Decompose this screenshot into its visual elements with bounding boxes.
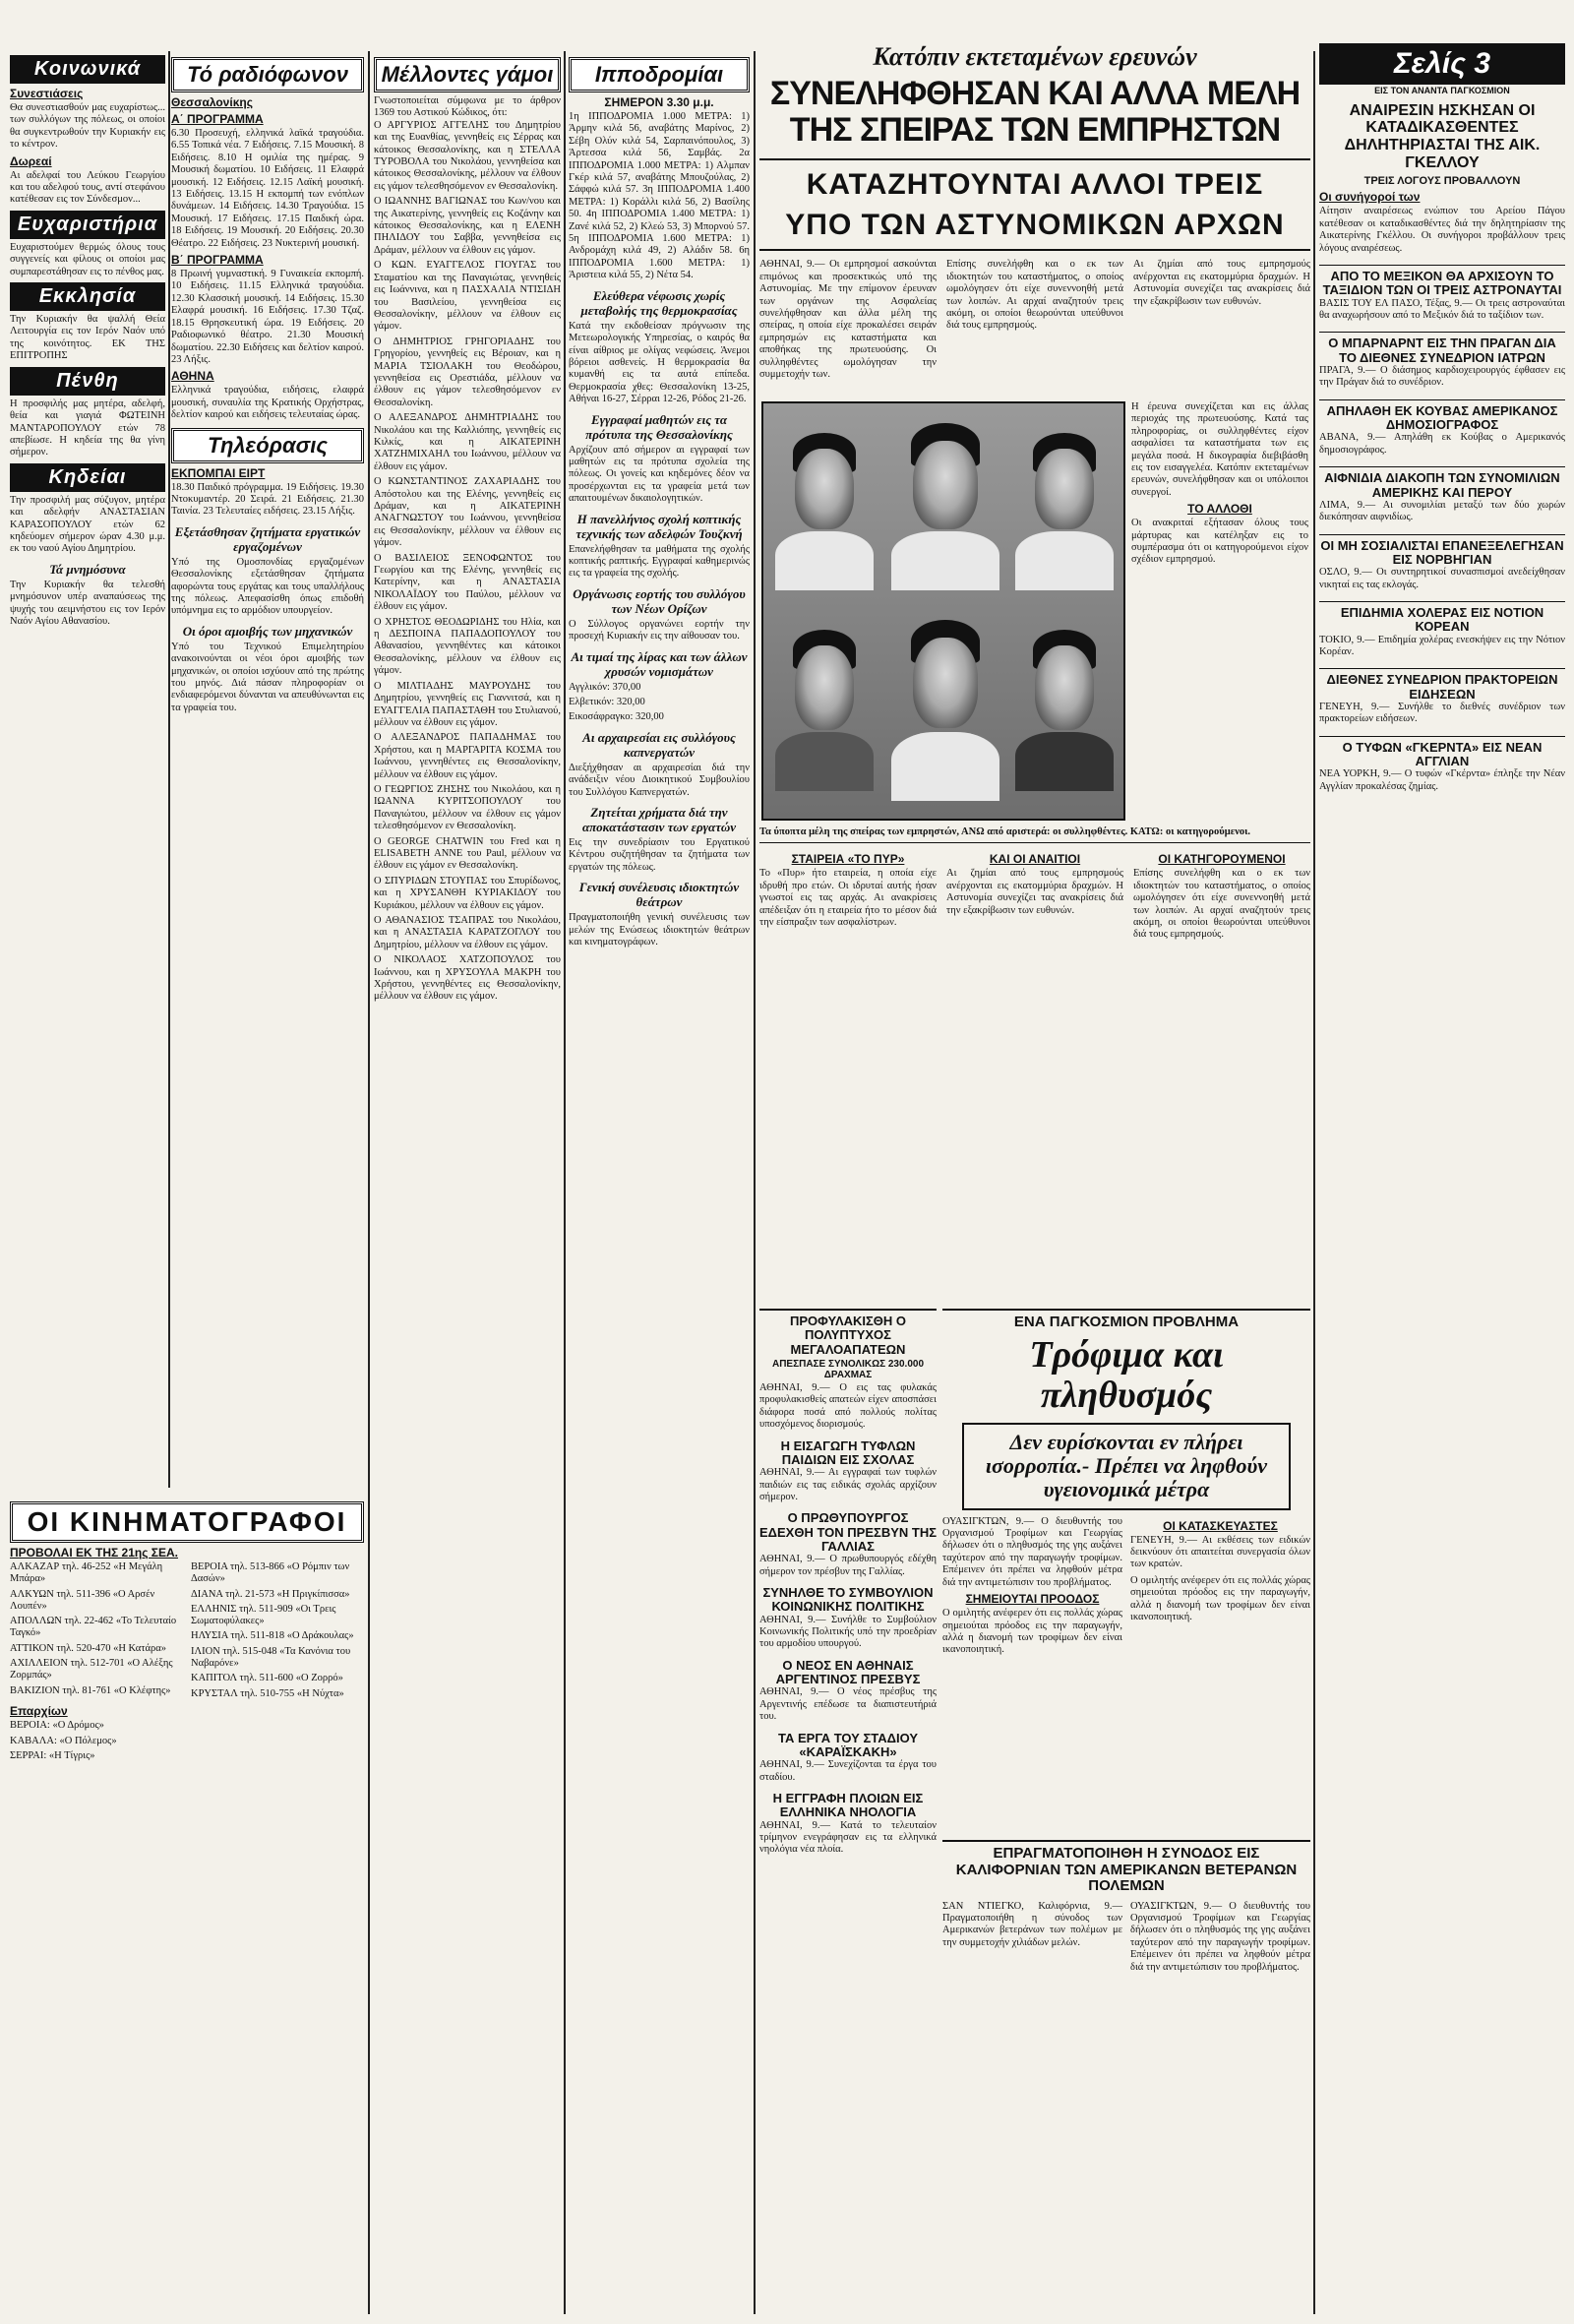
world-text: ΑΒΑΝΑ, 9.— Απηλάθη εκ Κούβας ο Αμερικανός δημοσιογράφος. xyxy=(1319,432,1565,456)
sub-provolai: ΠΡΟΒΟΛΑΙ ΕΚ ΤΗΣ 21ης ΣΕΑ. xyxy=(10,1546,179,1560)
text-races: 1η ΙΠΠΟΔΡΟΜΙΑ 1.000 ΜΕΤΡΑ: 1) Άρμην κιλά 56, αναβάτης Μαρίνος, 2) Σέβη Ολύν κιλά 54, Σαρπαινόπουλος, 3) Άρτεσσα κιλά 56, Σαμβάς. 2α ΙΠΠΟΔΡΟΜΙΑ 1.000 ΜΕΤΡΑ: 1) Αλμπαν Γκέρ κιλά 57, αναβάτης Μπουζούλας, 2) Σάφφώ κιλά 57. 3η ΙΠΠΟΔΡΟΜΙΑ 1.400 ΜΕΤΡΑ: 1) Κοράλλι κιλά 56, 2) Βασίλης 50. 4η ΙΠΠΟΔΡΟΜΙΑ 1.400 ΜΕΤΡΑ: 1) Ζανέ κιλά 52, 2) Κλεώ 53, 3) Μπορνού 57. 5η ΙΠΠΟΔΡΟΜΙΑ 1.600 ΜΕΤΡΑ: 1) Ανδρομάχη κιλά 49, 2) Αλάδιν 58. 6η ΙΠΠΟΔΡΟΜΙΑ 1.600 ΜΕΤΡΑ: 1) Άριστεια κιλά 55, 2) Νέτα 54. xyxy=(569,111,750,281)
text-archairesiai: Διεξήχθησαν αι αρχαιρεσίαι διά την ανάδειξιν νέου Διοικητικού Συμβουλίου του Συλλόγου Καπνεργατών. xyxy=(569,762,750,798)
column-rule xyxy=(168,51,170,1488)
brief-text: ΑΘΗΝΑΙ, 9.— Ο νέος πρέσβυς της Αργεντινής επέδωσε τα διαπιστευτήριά του. xyxy=(759,1686,937,1723)
sub-thessalonikis: Θεσσαλονίκης xyxy=(171,95,253,109)
gamoi-list xyxy=(374,120,561,1004)
wedding-notice: Ο ΚΩΝ. ΕΥΑΓΓΕΛΟΣ ΓΙΟΥΓΑΣ του Σταματίου και της Παναγιώτας, γεννηθείς εις Ιωάννινα, και η ΠΑΣΧΑΛΙΑ ΝΤΙΣΙΔΗ του Βασιλείου, γεννηθείσα εις Θεσσαλονίκην, μέλλουν να έλθουν εις γάμον. xyxy=(374,260,561,333)
column-rule xyxy=(564,51,566,2314)
main-kicker: Κατόπιν εκτεταμένων ερευνών xyxy=(873,43,1197,71)
sub-katigoroumenoi: ΟΙ ΚΑΤΗΓΟΡΟΥΜΕΝΟΙ xyxy=(1158,852,1286,867)
headline-ergatika: Εξετάσθησαν ζητήματα εργατικών εργαζομένων xyxy=(174,523,361,554)
veterans-headline: ΕΠΡΑΓΜΑΤΟΠΟΙΗΘΗ Η ΣΥΝΟΔΟΣ ΕΙΣ ΚΑΛΙΦΟΡΝΙΑΝ ΤΩΝ ΑΜΕΡΙΚΑΝΩΝ ΒΕΤΕΡΑΝΩΝ ΠΟΛΕΜΩΝ xyxy=(955,1845,1298,1894)
page-number-banner xyxy=(1319,43,1565,85)
main-col-d: Το «Πυρ» ήτο εταιρεία, η οποία είχε ιδρυθή προ ετών. Οι ιδρυταί αυτής ήσαν γνωστοί εις τας αρχάς. Αι ανακρίσεις απέδειξαν ότι η εταιρεία ήτο το μέσον διά την είσπραξιν των ασφαλίστρων. xyxy=(759,868,937,929)
cinema-listing: ΣΕΡΡΑΙ: «Η Τίγρις» xyxy=(10,1750,95,1762)
wedding-notice: Ο GEORGE CHATWIN του Fred και η ELISABETH ANNE του Paul, μέλλουν να έλθουν εις γάμον εν Θεσσαλονίκη. xyxy=(374,835,561,872)
wedding-notice: Ο ΑΛΕΞΑΝΔΡΟΣ ΠΑΠΑΔΗΜΑΣ του Χρήστου, και η ΜΑΡΓΑΡΙΤΑ ΚΟΣΜΑ του Ιωάννου, γεννηθέντες εις Θεσσαλονίκην, μέλλουν να έλθουν εις γάμον. xyxy=(374,732,561,780)
veterans-story xyxy=(942,1840,1310,2312)
banner-eucharistiria: Ευχαριστήρια xyxy=(10,211,165,239)
banner-koinonika: Κοινωνικά xyxy=(10,55,165,84)
text-b-programma: 8 Πρωινή γυμναστική. 9 Γυναικεία εκπομπή. 10 Ειδήσεις. 11.15 Ελληνικά τραγούδια. 12.30 Κλασσική μουσική. 14 Ειδήσεις. 15.30 Ελαφρά μουσική. 16 Ειδήσεις. 17.30 Τζαζ. 18.15 Θρησκευτική ώρα. 19 Ειδήσεις. 20 Ραδιοφωνικό θέατρο. 21.30 Μουσική δωματίου. 22.30 Ειδήσεις και δελτίον καιρού. 23 Λήξις. xyxy=(171,269,364,365)
cinema-listing: ΑΧΙΛΛΕΙΟΝ τηλ. 512-701 «Ο Αλέξης Ζορμπάς» xyxy=(10,1658,173,1682)
cinema-listing: ΕΛΛΗΝΙΣ τηλ. 511-909 «Οι Τρεις Σωματοφύλακες» xyxy=(191,1603,336,1627)
main-headline-4: ΥΠΟ ΤΩΝ ΑΣΤΥΝΟΜΙΚΩΝ ΑΡΧΩΝ xyxy=(759,209,1310,251)
photo-caption: Τα ύποπτα μέλη της σπείρας των εμπρηστών, ΑΝΩ από αριστερά: οι συλληφθέντες. ΚΑΤΩ: οι κατηγορούμενοι. xyxy=(759,826,1310,843)
wedding-notice: Ο ΣΠΥΡΙΔΩΝ ΣΤΟΥΠΑΣ του Σπυρίδωνος, και η ΧΡΥΣΑΝΘΗ ΚΥΡΙΑΚΙΔΟΥ του Κυριάκου, μέλλουν να έλθουν εις γάμον. xyxy=(374,875,561,911)
headline-scholi: Η πανελλήνιος σχολή κοπτικής τεχνικής των αδελφών Τουζκνή xyxy=(575,511,743,541)
sub-mnimosyna: Τά μνημόσυνα xyxy=(49,561,126,577)
main-col-c: Αι ζημίαι από τους εμπρησμούς ανέρχονται εις εκατομμύρια δραχμών. Η Αστυνομία συνεχίζει τας ανακρίσεις διά την εξακρίβωσιν των ευθυνών. xyxy=(1133,259,1310,307)
wedding-notice: Ο ΑΛΕΞΑΝΔΡΟΣ ΔΗΜΗΤΡΙΑΔΗΣ του Νικολάου και της Καλλιόπης, γεννηθείς εις Κιλκίς, και η ΑΙΚΑΤΕΡΙΝΗ ΧΑΤΖΗΜΙΧΑΗΛ του Ιωάννου, μέλλουν να έλθουν εις γάμον. xyxy=(374,412,561,472)
brief-headline: ΤΑ ΕΡΓΑ ΤΟΥ ΣΤΑΔΙΟΥ «ΚΑΡΑΪΣΚΑΚΗ» xyxy=(778,1730,918,1759)
suspect-portrait xyxy=(891,620,999,797)
world-text: ΝΕΑ ΥΟΡΚΗ, 9.— Ο τυφών «Γκέρντα» έπληξε την Νέαν Αγγλίαν προκαλέσας ζημίας. xyxy=(1319,768,1565,792)
text-eorti: Ο Σύλλογος οργανώνει εορτήν την προσεχή Κυριακήν εις την αίθουσαν του. xyxy=(569,618,750,642)
wedding-notice: Ο ΑΡΓΥΡΙΟΣ ΑΓΓΕΛΗΣ του Δημητρίου και της Ευανθίας, γεννηθείς εις Σέρρας και κάτοικος Θεσσαλονίκης, και η ΣΤΕΛΛΑ ΤΥΡΟΒΟΛΑ του Νικολάου, γεννηθείσα και κάτοικος Θεσσαλονίκης, μέλλουν να έλθουν εις γάμον τελεσθησόμενον εν Θεσσαλονίκη. xyxy=(374,119,561,192)
text-eirt: 18.30 Παιδικό πρόγραμμα. 19 Ειδήσεις. 19.30 Ντοκυμαντέρ. 20 Σειρά. 21 Ειδήσεις. 21.30 Ταινία. 23 Τελευταίες ειδήσεις. 23.15 Λήξις. xyxy=(171,481,364,518)
wedding-notice: Ο ΝΙΚΟΛΑΟΣ ΧΑΤΖΟΠΟΥΛΟΣ του Ιωάννου, και η ΧΡΥΣΟΥΛΑ ΜΑΚΡΗ του Χρήστου, γεννηθέντες εις Θεσσαλονίκην, μέλλουν να έλθουν εις γάμον. xyxy=(374,954,561,1003)
text-mnimosyna: Την Κυριακήν θα τελεσθή μνημόσυνον υπέρ αναπαύσεως της ψυχής του αειμνήστου εις τον Ιερόν Ναόν Αγίου Αθανασίου. xyxy=(10,579,165,627)
text-gamoi-intro: Γνωστοποιείται σύμφωνα με το άρθρον 1369 του Αστικού Κώδικος, ότι: xyxy=(374,95,561,119)
world-text: ΛΙΜΑ, 9.— Αι συνομιλίαι μεταξύ των δύο χωρών διεκόπησαν αιφνιδίως. xyxy=(1319,499,1565,523)
text-penthi: Η προσφιλής μας μητέρα, αδελφή, θεία και γιαγιά ΦΩΤΕΙΝΗ ΜΑΝΤΑΡΟΠΟΥΛΟΥ ετών 78 απεβίωσε. Η κηδεία της θα γίνη σήμερον. xyxy=(10,398,165,459)
wedding-notice: Ο ΒΑΣΙΛΕΙΟΣ ΞΕΝΟΦΩΝΤΟΣ του Γεωργίου και της Ελένης, γεννηθείς εις Κατερίνην, και η ΑΝΑΣΤΑΣΙΑ ΝΙΚΟΛΑΪΔΟΥ του Παύλου, μέλλουν να έλθουν εις γάμον. xyxy=(374,552,561,613)
main-col-b2: Επίσης συνελήφθη και ο εκ των ιδιοκτητών του καταστήματος, ο οποίος ωμολόγησεν ότι είχε συνεννοηθή μετά των λοιπών. Αι αρχαί αναζητούν τρεις ακόμη, οι οποίοι θεωρούνται υπεύθυνοι διά τους εμπρησμούς. xyxy=(1133,868,1310,941)
banner-tileorasis: Τηλεόρασις xyxy=(171,428,364,463)
cinema-list xyxy=(10,1561,364,1701)
brief-subheadline: ΑΠΕΣΠΑΣΕ ΣΥΝΟΛΙΚΩΣ 230.000 ΔΡΑΧΜΑΣ xyxy=(771,1358,925,1380)
banner-ekklisia: Εκκλησία xyxy=(10,282,165,311)
banner-radiofono: Τό ραδιόφωνον xyxy=(171,57,364,92)
brief-text: ΑΘΗΝΑΙ, 9.— Συνεχίζονται τα έργα του σταδίου. xyxy=(759,1759,937,1783)
brief-text: ΑΘΗΝΑΙ, 9.— Συνήλθε το Συμβούλιον Κοινωνικής Πολιτικής υπό την προεδρίαν του αρμοδίου υπουργού. xyxy=(759,1614,937,1650)
cinema-listing: ΙΛΙΟΝ τηλ. 515-048 «Τα Κανόνια του Ναβαρόνε» xyxy=(191,1645,351,1670)
cinema-listing: ΗΛΥΣΙΑ τηλ. 511-818 «Ο Δράκουλας» xyxy=(191,1630,354,1642)
sub-eparchion: Επαρχίων xyxy=(10,1704,68,1719)
main-col-a: Η έρευνα συνεχίζεται και εις άλλας περιοχάς της πρωτευούσης. Κατά τας πληροφορίας, οι συλληφθέντες είχον ασφαλίσει τα καταστήματα των εις μεγάλα ποσά. Η δικογραφία διεβιβάσθη εις τον εισαγγελέα. Κατόπιν εκτεταμένων ερευνών, συνελήφθησαν και οι υπόλοιποι συνεργοί. xyxy=(1131,401,1308,498)
photo-caption-area xyxy=(759,826,1310,1289)
price-row: Εικοσάφραγκο: 320,00 xyxy=(569,711,664,723)
photo-side-column xyxy=(1131,401,1308,825)
wedding-notice: Ο ΓΕΩΡΓΙΟΣ ΖΗΣΗΣ του Νικολάου, και η ΙΩΑΝΝΑ ΚΥΡΙΤΣΟΠΟΥΛΟΥ του Παναγιώτου, μέλλουν να έλθουν εις γάμον τελεσθησόμενον εν Θεσσαλονίκη. xyxy=(374,783,561,832)
column-gamoi xyxy=(374,51,561,2314)
gold-price-list xyxy=(569,682,750,724)
sub-doreai: Δωρεαί xyxy=(10,153,52,168)
main-headline-3: ΚΑΤΑΖΗΤΟΥΝΤΑΙ ΑΛΛΟΙ ΤΡΕΙΣ xyxy=(759,158,1310,201)
brief-headline: Ο ΠΡΩΘΥΠΟΥΡΓΟΣ ΕΔΕΧΘΗ ΤΟΝ ΠΡΕΣΒΥΝ ΤΗΣ ΓΑΛΛΙΑΣ xyxy=(759,1510,937,1554)
world-text: ΓΕΝΕΥΗ, 9.— Συνήλθε το διεθνές συνέδριον των πρακτορείων ειδήσεων. xyxy=(1319,702,1565,725)
text-eucharistiria: Ευχαριστούμεν θερμώς όλους τους συγγενείς και φίλους οι οποίοι μας συμπαρεστάθησαν εις το πένθος μας. xyxy=(10,241,165,277)
main-headline-2: ΤΗΣ ΣΠΕΙΡΑΣ ΤΩΝ ΕΜΠΡΗΣΤΩΝ xyxy=(789,110,1281,149)
wedding-notice: Ο ΧΡΗΣΤΟΣ ΘΕΟΔΩΡΙΔΗΣ του Ηλία, και η ΔΕΣΠΟΙΝΑ ΠΑΠΑΔΟΠΟΥΛΟΥ του Αθανασίου, γεννηθέντες και κάτοικοι Θεσσαλονίκης, μέλλουν να έλθουν εις γάμον. xyxy=(374,616,561,677)
text-kideiai: Την προσφιλή μας σύζυγον, μητέρα και αδελφήν ΑΝΑΣΤΑΣΙΑΝ ΚΑΡΑΣΟΠΟΥΛΟΥ ετών 62 κηδεύομεν σήμερον ώραν 4.30 μ.μ. εκ του ναού Αγίου Δημητρίου. xyxy=(10,494,165,555)
sub-eirt: ΕΚΠΟΜΠΑΙ ΕΙΡΤ xyxy=(171,465,266,480)
brief-headline: Η ΕΙΣΑΓΩΓΗ ΤΥΦΛΩΝ ΠΑΙΔΙΩΝ ΕΙΣ ΣΧΟΛΑΣ xyxy=(780,1437,916,1467)
food-sub-1: ΣΗΜΕΙΟΥΤΑΙ ΠΡΟΟΔΟΣ xyxy=(965,1592,1100,1607)
brief-headline: Η ΕΓΓΡΑΦΗ ΠΛΟΙΩΝ ΕΙΣ ΕΛΛΗΝΙΚΑ ΝΗΟΛΟΓΙΑ xyxy=(772,1791,924,1820)
suspects-photo xyxy=(761,401,1125,821)
world-headline: ΑΙΦΝΙΔΙΑ ΔΙΑΚΟΠΗ ΤΩΝ ΣΥΝΟΜΙΛΙΩΝ ΑΜΕΡΙΚΗΣ ΚΑΙ ΠΕΡΟΥ xyxy=(1319,466,1565,500)
sub-synestiaseis: Συνεστιάσεις xyxy=(10,87,84,100)
cinema-listing: ΑΤΤΙΚΟΝ τηλ. 520-470 «Η Κατάρα» xyxy=(10,1642,166,1654)
world-text: ΤΟΚΙΟ, 9.— Επιδημία χολέρας ενεσκήψεν εις την Νότιον Κορέαν. xyxy=(1319,634,1565,658)
column-social xyxy=(10,51,165,1409)
headline-theatra: Γενική συνέλευσις ιδιοκτητών θεάτρων xyxy=(578,880,740,910)
brief-text: ΑΘΗΝΑΙ, 9.— Κατά το τελευταίον τρίμηνον ενεγράφησαν εις τα ελληνικά νηολόγια νέα πλοία. xyxy=(759,1819,937,1856)
world-headline: ΕΠΙΔΗΜΙΑ ΧΟΛΕΡΑΣ ΕΙΣ ΝΟΤΙΟΝ ΚΟΡΕΑΝ xyxy=(1319,601,1565,635)
text-scholi: Επανελήφθησαν τα μαθήματα της σχολής κοπτικής ραπτικής. Εγγραφαί καθημερινώς εις τα γραφεία της σχολής. xyxy=(569,543,750,580)
sub-alloti: ΤΟ ΑΛΛΟΘΙ xyxy=(1187,502,1252,517)
sub-athina: ΑΘΗΝΑ xyxy=(171,369,214,384)
main-col-c2: Αι ζημίαι από τους εμπρησμούς ανέρχονται εις εκατομμύρια δραχμών. Η Αστυνομία συνεχίζει τας ανακρίσεις διά την εξακρίβωσιν των ευθυνών. xyxy=(946,868,1123,916)
text-eggrafai: Αρχίζουν από σήμερον αι εγγραφαί των μαθητών εις τα πρότυπα σχολεία της πόλεως. Οι γονείς και κηδεμόνες δέον να προσέρχωνται εις τα γραφεία μετά των απαιτουμένων δικαιολογητικών. xyxy=(569,444,750,505)
world-headline: Ο ΤΥΦΩΝ «ΓΚΕΡΝΤΑ» ΕΙΣ ΝΕΑΝ ΑΓΓΛΙΑΝ xyxy=(1319,736,1565,769)
column-rule xyxy=(754,51,756,2314)
text-a-programma: 6.30 Προσευχή, ελληνικά λαϊκά τραγούδια. 6.55 Τοπικά νέα. 7 Ειδήσεις. 7.15 Μουσική. 8 Ειδήσεις. 8.10 Η ομιλία της ημέρας. 9 Μουσική δωματίου. 10 Ειδήσεις. 11 Ελαφρά μουσική. 12 Ειδήσεις. 12.15 Λαϊκή μουσική. 13 Ειδήσεις. 13.15 Η εκπομπή των ενόπλων δυνάμεων. 14 Ειδήσεις. 14.30 Τραγούδια. 15 Μουσική. 17 Ειδήσεις. 17.15 Παιδική ώρα. 18 Ειδήσεις. 19 Μουσική. 20 Ειδήσεις. 20.30 Θέατρο. 22 Ειδήσεις. 23 Νυκτερινή μουσική. xyxy=(171,128,364,249)
column-radio xyxy=(171,51,364,1409)
food-story xyxy=(942,1309,1310,1820)
food-kicker: ΕΝΑ ΠΑΓΚΟΣΜΙΟΝ ΠΡΟΒΛΗΜΑ xyxy=(1013,1314,1240,1330)
banner-penthi: Πένθη xyxy=(10,367,165,396)
world-headline: ΑΠΗΛΑΘΗ ΕΚ ΚΟΥΒΑΣ ΑΜΕΡΙΚΑΝΟΣ ΔΗΜΟΣΙΟΓΡΑΦΟΣ xyxy=(1319,399,1565,433)
veterans-text-b: ΟΥΑΣΙΓΚΤΩΝ, 9.— Ο διευθυντής του Οργανισμού Τροφίμων και Γεωργίας δήλωσεν ότι ο πληθυσμός της γης αυξάνει ταχύτερον από την παραγωγήν τροφίμων. Επέμεινεν ότι πρέπει να ληφθούν μέτρα διά την αντιμετώπισιν του προβλήματος. xyxy=(1130,1900,1310,1973)
brief-headline: ΣΥΝΗΛΘΕ ΤΟ ΣΥΜΒΟΥΛΙΟΝ ΚΟΙΝΩΝΙΚΗΣ ΠΟΛΙΤΙΚΗΣ xyxy=(762,1585,934,1615)
food-headline: Τρόφιμα και πληθυσμός xyxy=(1029,1333,1224,1417)
column-ippodromiai xyxy=(569,51,750,2314)
sub-b-programma: Β΄ ΠΡΟΓΡΑΜΜΑ xyxy=(171,253,264,268)
cinema-listing: ΚΑΠΙΤΟΛ τηλ. 511-600 «Ο Ζορρό» xyxy=(191,1673,343,1684)
suspect-portrait xyxy=(891,423,999,590)
wedding-notice: Ο ΑΘΑΝΑΣΙΟΣ ΤΣΑΠΡΑΣ του Νικολάου, και η ΑΝΑΣΤΑΣΙΑ ΚΑΡΑΤΖΟΓΛΟΥ του Δημητρίου, μέλλουν να έλθουν εις γάμον. xyxy=(374,915,561,950)
brief-headline: ΠΡΟΦΥΛΑΚΙΣΘΗ Ο ΠΟΛΥΠΤΥΧΟΣ ΜΕΓΑΛΟΑΠΑΤΕΩΝ xyxy=(789,1314,907,1357)
food-text-1b: Ο ομιλητής ανέφερεν ότι εις πολλάς χώρας σημειούται πρόοδος εις την παραγωγήν, αλλά η διανομή των τροφίμων δεν είναι ικανοποιητική. xyxy=(1130,1574,1310,1623)
world-sub: Οι συνήγοροί των xyxy=(1319,190,1421,205)
column-world-news xyxy=(1319,43,1565,2306)
banner-kideiai: Κηδείαι xyxy=(10,463,165,492)
brief-text: ΑΘΗΝΑΙ, 9.— Ο εις τας φυλακάς προφυλακισθείς απατεών είχεν αποσπάσει διάφορα ποσά από πολλούς πολίτας υποσχόμενος διορισμούς. xyxy=(759,1381,937,1431)
sub-a-programma: Α΄ ΠΡΟΓΡΑΜΜΑ xyxy=(171,112,264,126)
world-headline: ΟΙ ΜΗ ΣΟΣΙΑΛΙΣΤΑΙ ΕΠΑΝΕΞΕΛΕΓΗΣΑΝ ΕΙΣ ΝΟΡΒΗΓΙΑΝ xyxy=(1319,534,1565,568)
headline-archairesiai: Αι αρχαιρεσίαι εις συλλόγους καπνεργατών xyxy=(582,729,736,760)
suspect-portrait xyxy=(1015,630,1114,787)
cinema-listing: ΑΛΚΥΩΝ τηλ. 511-396 «Ο Αρσέν Λουπέν» xyxy=(10,1588,155,1612)
race-time: ΣΗΜΕΡΟΝ 3.30 μ.μ. xyxy=(604,95,714,109)
text-kairos: Κατά την εκδοθείσαν πρόγνωσιν της Μετεωρολογικής Υπηρεσίας, ο καιρός θα είναι αίθριος με ολίγας νεφώσεις. Άνεμοι βόρειοι ασθενείς. Η θερμοκρασία θα κυμανθή εις τα αυτά επίπεδα. Θερμοκρασία χθες: Θεσσαλονίκη 13-25, Αθήναι 16-27, Σέρραι 12-26, Ρόδος 21-26. xyxy=(569,320,750,405)
text-theatra: Πραγματοποιήθη γενική συνέλευσις των μελών της Ενώσεως ιδιοκτητών θεάτρων και κινηματογράφων. xyxy=(569,912,750,948)
cinema-listing: ΔΙΑΝΑ τηλ. 21-573 «Η Πριγκίπισσα» xyxy=(191,1588,350,1600)
headline-kairos: Ελεύθερα νέφωσις χωρίς μεταβολής της θερμοκρασίας xyxy=(580,287,738,318)
headline-mixanikoi: Οι όροι αμοιβής των μηχανικών xyxy=(182,623,353,639)
suspect-portrait xyxy=(775,433,874,581)
price-row: Ελβετικόν: 320,00 xyxy=(569,697,645,707)
column-rule xyxy=(1313,51,1315,2314)
text-doreai: Αι αδελφαί του Λεύκου Γεωργίου και του αδελφού τους, αντί στεφάνου κατέθεσαν εις τον Σύνδεσμον... xyxy=(10,169,165,206)
cinema-listing: ΑΛΚΑΖΑΡ τηλ. 46-252 «Η Μεγάλη Μπάρα» xyxy=(10,1561,163,1585)
world-subheadline: ΤΡΕΙΣ ΛΟΓΟΥΣ ΠΡΟΒΑΛΛΟΥΝ xyxy=(1363,175,1521,188)
food-sub-2: ΟΙ ΚΑΤΑΣΚΕΥΑΣΤΕΣ xyxy=(1163,1518,1278,1533)
price-row: Αγγλικόν: 370,00 xyxy=(569,681,641,693)
text-athina: Ελληνικά τραγούδια, ειδήσεις, ελαφρά μουσική, συναυλία της Κρατικής Ορχήστρας, δελτίον καιρού και ειδήσεις τελευταίας ώρας. xyxy=(171,385,364,421)
text-ergates: Εις την συνεδρίασιν του Εργατικού Κέντρου συζητήθησαν τα ζητήματα των εργατών της πόλεως. xyxy=(569,837,750,873)
text-ergatika: Υπό της Ομοσπονδίας εργαζομένων Θεσσαλονίκης εξετάσθησαν ζητήματα αφορώντα τους εργάτας και τους υπαλλήλους της πόλεως. Απεφασίσθη όπως επιδοθή υπόμνημα εις το αρμόδιον υπουργείον. xyxy=(171,556,364,617)
headline-eggrafai: Εγγραφαί μαθητών εις τα πρότυπα της Θεσσαλονίκης xyxy=(585,411,733,442)
cinema-listing: ΒΑΚΙΖΙΟΝ τηλ. 81-761 «Ο Κλέφτης» xyxy=(10,1684,171,1696)
main-col-b: Επίσης συνελήφθη και ο εκ των ιδιοκτητών του καταστήματος, ο οποίος ωμολόγησεν ότι είχε συνεννοηθή μετά των λοιπών. Αι αρχαί αναζητούν τρεις ακόμη, οι οποίοι θεωρούνται υπεύθυνοι διά τους εμπρησμούς. xyxy=(946,259,1123,332)
suspect-portrait xyxy=(1015,433,1114,581)
food-text-2: Ο ομιλητής ανέφερεν ότι εις πολλάς χώρας σημειούται πρόοδος εις την παραγωγήν, αλλά η διανομή των τροφίμων δεν είναι ικανοποιητική. xyxy=(942,1608,1122,1656)
main-headline-1: ΣΥΝΕΛΗΦΘΗΣΑΝ ΚΑΙ ΑΛΛΑ ΜΕΛΗ xyxy=(769,74,1301,112)
cinema-listing: ΚΑΒΑΛΑ: «Ο Πόλεμος» xyxy=(10,1735,117,1746)
wedding-notice: Ο ΔΗΜΗΤΡΙΟΣ ΓΡΗΓΟΡΙΑΔΗΣ του Γρηγορίου, γεννηθείς εις Βέροιαν, και η ΜΑΡΙΑ ΤΣΙΟΛΑΚΗ του Θεοδώρου, γεννηθείσα εις Ορεστιάδα, μέλλουν να έλθουν εις γάμον τελεσθησόμενον εν Θεσσαλονίκη. xyxy=(374,336,561,408)
cinema-listing: ΑΠΟΛΛΩΝ τηλ. 22-462 «Το Τελευταίο Ταγκό» xyxy=(10,1616,177,1639)
cinema-listing: ΒΕΡΟΙΑ τηλ. 513-866 «Ο Ρόμπιν των Δασών» xyxy=(191,1561,350,1585)
world-text: Αίτησιν αναιρέσεως ενώπιον του Αρείου Πάγου κατέθεσαν οι καταδικασθέντες διά την δηλητηρίασιν της Αικατερίνης Γκέλλου. Οι συνήγοροι προβάλλουν τρεις λόγους αναιρέσεως. xyxy=(1319,206,1565,254)
main-lead: ΑΘΗΝΑΙ, 9.— Οι εμπρησμοί ασκούνται επιμόνως και προσεκτικώς υπό της Αστυνομίας. Με την επίμονον έρευναν των οργάνων της Ασφαλείας συνελήφθησαν και άλλα μέλη της σπείρας, η οποία είχε προκαλέσει σειράν εμπρησμών εις καταστήματα και αποθήκας της πρωτευούσης. Οι συλληφθέντες ωμολόγησαν την συμμετοχήν των. xyxy=(759,259,937,381)
page-number: Σελίς 3 xyxy=(1393,47,1491,80)
wedding-notice: Ο ΙΩΑΝΝΗΣ ΒΑΓΙΩΝΑΣ του Κων/νου και της Αικατερίνης, γεννηθείς εις Κοζάνην και κάτοικος Θεσσαλονίκης, και η ΕΛΕΝΗ ΠΗΛΙΔΟΥ του Σαββα, γεννηθείσα εις Δράμαν, μέλλουν να έλθουν εις γάμον. xyxy=(374,196,561,256)
world-headline: ΑΠΟ ΤΟ ΜΕΞΙΚΟΝ ΘΑ ΑΡΧΙΣΟΥΝ ΤΟ ΤΑΞΙΔΙΟΝ ΤΩΝ ΟΙ ΤΡΕΙΣ ΑΣΤΡΟΝΑΥΤΑΙ xyxy=(1319,265,1565,298)
headline-ergates: Ζητείται χρήματα διά την αποκατάστασιν των εργατών xyxy=(581,805,737,835)
suspect-portrait xyxy=(775,630,874,787)
brief-headline: Ο ΝΕΟΣ ΕΝ ΑΘΗΝΑΙΣ ΑΡΓΕΝΤΙΝΟΣ ΠΡΕΣΒΥΣ xyxy=(775,1657,921,1687)
sub-anaitioi: ΚΑΙ ΟΙ ΑΝΑΙΤΙΟΙ xyxy=(989,852,1081,867)
brief-text: ΑΘΗΝΑΙ, 9.— Αι εγγραφαί των τυφλών παιδιών εις τας ειδικάς σχολάς αρχίζουν σήμερον. xyxy=(759,1467,937,1502)
banner-kinimatografoi: ΟΙ ΚΙΝΗΜΑΤΟΓΡΑΦΟΙ xyxy=(10,1501,364,1543)
text-synestiaseis: Θα συνεστιασθούν μας ευχαρίστως... των συλλόγων της πόλεως, οι οποίοι θα συγκεντρωθούν την Κυριακήν εις το κέντρον. xyxy=(10,102,165,151)
cinema-section xyxy=(10,1496,364,2312)
headline-eorti: Οργάνωσις εορτής του συλλόγου των Νέων Ορίζων xyxy=(573,585,746,616)
text-ekklisia: Την Κυριακήν θα ψαλλή Θεία Λειτουργία εις τον Ιερόν Ναόν υπό της κοινότητος. ΕΚ ΤΗΣ ΕΠΙΤΡΟΠΗΣ xyxy=(10,314,165,362)
food-deck: Δεν ευρίσκονται εν πλήρει ισορροπία.- Πρέπει να ληφθούν υγειονομικά μέτρα xyxy=(962,1423,1291,1510)
world-headline: ΑΝΑΙΡΕΣΙΝ ΗΣΚΗΣΑΝ ΟΙ ΚΑΤΑΔΙΚΑΣΘΕΝΤΕΣ ΔΗΛΗΤΗΡΙΑΣΤΑΙ ΤΗΣ ΑΙΚ. ΓΚΕΛΛΟΥ xyxy=(1344,101,1541,171)
headline-lira: Αι τιμαί της λίρας και των άλλων χρυσών νομισμάτων xyxy=(571,648,748,679)
cinema-list-provinces xyxy=(10,1720,364,1762)
brief-text: ΑΘΗΝΑΙ, 9.— Ο πρωθυπουργός εδέχθη σήμερον τον πρέσβυν της Γαλλίας. xyxy=(759,1554,937,1577)
main-col-e: Οι ανακριταί εξήτασαν όλους τους μάρτυρας και κατέληξαν εις το συμπέρασμα ότι οι κατηγορούμενοι είχον σχέδιον εμπρησμού. xyxy=(1131,518,1308,566)
world-text: ΠΡΑΓΑ, 9.— Ο διάσημος καρδιοχειρουργός έφθασεν εις την Πράγαν διά το συνέδριον. xyxy=(1319,364,1565,389)
world-headline: ΔΙΕΘΝΕΣ ΣΥΝΕΔΡΙΟΝ ΠΡΑΚΤΟΡΕΙΩΝ ΕΙΔΗΣΕΩΝ xyxy=(1319,668,1565,702)
page-number-sub: ΕΙΣ ΤΟΝ ΑΝΑΝΤΑ ΠΑΓΚΟΣΜΙΟΝ xyxy=(1374,86,1510,95)
food-text-3: ΓΕΝΕΥΗ, 9.— Αι εκθέσεις των ειδικών δεικνύουν ότι απαιτείται συνεργασία όλων των κρατών. xyxy=(1130,1534,1310,1570)
cinema-listing: ΚΡΥΣΤΑΛ τηλ. 510-755 «Η Νύχτα» xyxy=(191,1687,344,1699)
text-mixanikoi: Υπό του Τεχνικού Επιμελητηρίου ανακοινούνται οι νέοι όροι αμοιβής των μηχανικών, οι οποίοι ισχύουν από της πρώτης του μηνός. Διά πάσαν πληροφορίαν οι ενδιαφερόμενοι δύνανται να απευθύνωνται εις τα γραφεία του. xyxy=(171,641,364,713)
briefs-column xyxy=(759,1309,937,2312)
wedding-notice: Ο ΜΙΛΤΙΑΔΗΣ ΜΑΥΡΟΥΔΗΣ του Δημητρίου, γεννηθείς εις Γιαννιτσά, και η ΕΥΑΓΓΕΛΙΑ ΠΑΠΑΣΤΑΘΗ του Στυλιανού, μέλλουν να έλθουν εις γάμον. xyxy=(374,680,561,728)
world-text: ΟΣΛΟ, 9.— Οι συντηρητικοί συνασπισμοί ανεδείχθησαν νικηταί εις τας εκλογάς. xyxy=(1319,567,1565,590)
column-rule xyxy=(368,51,370,2314)
wedding-notice: Ο ΚΩΝΣΤΑΝΤΙΝΟΣ ΖΑΧΑΡΙΑΔΗΣ του Απόστολου και της Ελένης, γεννηθείς εις Δράμαν, και η ΑΙΚΑΤΕΡΙΝΗ ΑΝΑΓΝΩΣΤΟΥ του Ιωάννου, γεννηθείσα εις Θεσσαλονίκην, μέλλουν να έλθουν εις γάμον. xyxy=(374,476,561,549)
world-headline: Ο ΜΠΑΡΝΑΡΝΤ ΕΙΣ ΤΗΝ ΠΡΑΓΑΝ ΔΙΑ ΤΟ ΔΙΕΘΝΕΣ ΣΥΝΕΔΡΙΟΝ ΙΑΤΡΩΝ xyxy=(1319,332,1565,365)
cinema-listing: ΒΕΡΟΙΑ: «Ο Δρόμος» xyxy=(10,1720,104,1732)
sub-pyr: ΣΤΑΙΡΕΙΑ «ΤΟ ΠΥΡ» xyxy=(791,852,905,867)
banner-ippodromiai: Ιπποδρομίαι xyxy=(569,57,750,92)
banner-mellontes-gamoi: Μέλλοντες γάμοι xyxy=(374,57,561,92)
food-text-1: ΟΥΑΣΙΓΚΤΩΝ, 9.— Ο διευθυντής του Οργανισμού Τροφίμων και Γεωργίας δήλωσεν ότι ο πληθυσμός της γης αυξάνει ταχύτερον από την παραγωγήν τροφίμων. Επέμεινεν ότι πρέπει να ληφθούν μέτρα διά την αντιμετώπισιν του προβλήματος. xyxy=(942,1515,1122,1588)
veterans-text: ΣΑΝ ΝΤΙΕΓΚΟ, Καλιφόρνια, 9.— Πραγματοποιήθη η σύνοδος των Αμερικανών βετεράνων των πολέμων με την συμμετοχήν χιλιάδων μελών. xyxy=(942,1900,1122,1948)
world-text: ΒΑΣΙΣ ΤΟΥ ΕΛ ΠΑΣΟ, Τέξας, 9.— Οι τρεις αστροναύται θα αναχωρήσουν από το Μεξικόν διά το ταξίδιον των. xyxy=(1319,297,1565,321)
